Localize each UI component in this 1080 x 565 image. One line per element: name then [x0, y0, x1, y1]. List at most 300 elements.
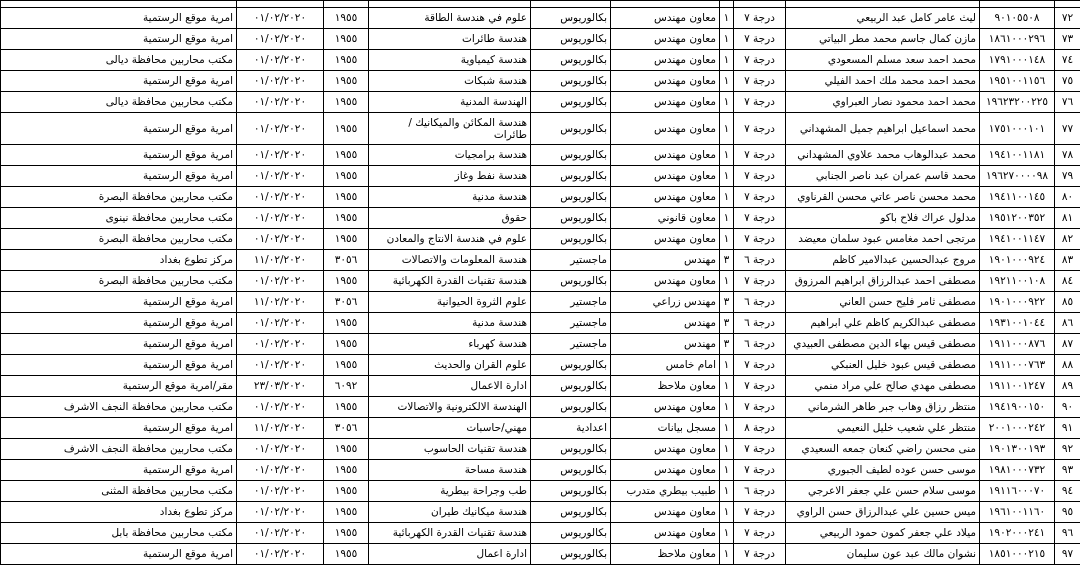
degree-cell: بكالوريوس — [531, 460, 611, 481]
assignment-location-cell: مركز تطوع بغداد — [1, 250, 237, 271]
start-date-cell: ٠١/٠٢/٢٠٢٠ — [237, 439, 324, 460]
table-row — [1, 439, 1080, 460]
specialization-cell: هندسة المعلومات والاتصالات — [369, 250, 531, 271]
step-cell: ١ — [720, 439, 734, 460]
job-title-cell: معاون مهندس — [611, 145, 720, 166]
employee-id-cell: ١٩٤١٩٠٠١٥٠ — [980, 397, 1055, 418]
employee-id-cell: ١٧٩١٠٠٠١٤٨ — [980, 50, 1055, 71]
step-cell: ١ — [720, 376, 734, 397]
assignment-location-cell: امرية موقع الرستمية — [1, 418, 237, 439]
step-cell: ١ — [720, 460, 734, 481]
assignment-location-cell: مكتب محاربين محافظة ديالى — [1, 50, 237, 71]
employee-name-cell: مصطفى عبدالكريم كاظم علي ابراهيم — [786, 313, 980, 334]
table-row — [1, 313, 1080, 334]
row-number-cell: ٨٤ — [1055, 271, 1080, 292]
row-number-cell: ٩٠ — [1055, 397, 1080, 418]
assignment-location-cell: امرية موقع الرستمية — [1, 334, 237, 355]
table-row — [1, 50, 1080, 71]
code-cell: ١٩٥٥ — [324, 460, 369, 481]
degree-cell: بكالوريوس — [531, 92, 611, 113]
step-cell: ١ — [720, 187, 734, 208]
start-date-cell: ٠١/٠٢/٢٠٢٠ — [237, 8, 324, 29]
grade-cell: درجة ٧ — [734, 502, 786, 523]
start-date-cell: ٠١/٠٢/٢٠٢٠ — [237, 29, 324, 50]
step-cell: ١ — [720, 271, 734, 292]
specialization-cell: هندسة تقنيات القدرة الكهربائية — [369, 271, 531, 292]
grade-cell: درجة ٨ — [734, 418, 786, 439]
assignment-location-cell: امرية موقع الرستمية — [1, 355, 237, 376]
grade-cell: درجة ٦ — [734, 313, 786, 334]
assignment-location-cell: امرية موقع الرستمية — [1, 8, 237, 29]
row-number-cell: ٨٢ — [1055, 229, 1080, 250]
degree-cell: بكالوريوس — [531, 187, 611, 208]
table-row — [1, 523, 1080, 544]
specialization-cell: مهني/حاسبات — [369, 418, 531, 439]
specialization-cell: علوم في هندسة الطاقة — [369, 8, 531, 29]
job-title-cell: مهندس — [611, 313, 720, 334]
assignment-location-cell: مكتب محاربين محافظة البصرة — [1, 187, 237, 208]
start-date-cell: ٠١/٠٢/٢٠٢٠ — [237, 113, 324, 145]
start-date-cell: ٠١/٠٢/٢٠٢٠ — [237, 145, 324, 166]
row-number-cell: ٧٩ — [1055, 166, 1080, 187]
row-number-cell: ٧٣ — [1055, 29, 1080, 50]
start-date-cell: ٢٣/٠٣/٢٠٢٠ — [237, 376, 324, 397]
employee-name-cell: مرتجى احمد مغامس عبود سلمان معيضد — [786, 229, 980, 250]
job-title-cell: مهندس — [611, 334, 720, 355]
job-title-cell: معاون ملاحظ — [611, 544, 720, 565]
degree-cell: بكالوريوس — [531, 145, 611, 166]
degree-cell: بكالوريوس — [531, 229, 611, 250]
start-date-cell: ١١/٠٢/٢٠٢٠ — [237, 292, 324, 313]
job-title-cell: مسجل بيانات — [611, 418, 720, 439]
employee-id-cell: ١٩٠١٣٠٠١٩٣ — [980, 439, 1055, 460]
job-title-cell: معاون مهندس — [611, 229, 720, 250]
employee-name-cell: ليث عامر كامل عبد الربيعي — [786, 8, 980, 29]
code-cell: ٦٠٩٢ — [324, 376, 369, 397]
grade-cell: درجة ٦ — [734, 334, 786, 355]
row-number-cell: ٧٥ — [1055, 71, 1080, 92]
step-cell: ١ — [720, 397, 734, 418]
grade-cell: درجة ٧ — [734, 460, 786, 481]
grade-cell: درجة ٦ — [734, 250, 786, 271]
table-row — [1, 187, 1080, 208]
job-title-cell: معاون قانوني — [611, 208, 720, 229]
code-cell: ١٩٥٥ — [324, 502, 369, 523]
row-number-cell: ٩٥ — [1055, 502, 1080, 523]
table-row-partial — [1, 1, 1080, 8]
table-row — [1, 113, 1080, 145]
step-cell: ١ — [720, 229, 734, 250]
job-title-cell: معاون ملاحظ — [611, 376, 720, 397]
start-date-cell: ٠١/٠٢/٢٠٢٠ — [237, 397, 324, 418]
start-date-cell: ١١/٠٢/٢٠٢٠ — [237, 418, 324, 439]
table-row — [1, 71, 1080, 92]
code-cell: ٣٠٥٦ — [324, 418, 369, 439]
degree-cell: ماجستير — [531, 334, 611, 355]
start-date-cell: ٠١/٠٢/٢٠٢٠ — [237, 502, 324, 523]
table-row — [1, 355, 1080, 376]
job-title-cell: معاون مهندس — [611, 397, 720, 418]
table-row — [1, 502, 1080, 523]
degree-cell: بكالوريوس — [531, 502, 611, 523]
employee-name-cell: مصطفى ثامر فليح حسن العاني — [786, 292, 980, 313]
employee-id-cell: ١٩٨١٠٠٠٧٣٢ — [980, 460, 1055, 481]
grade-cell: درجة ٧ — [734, 29, 786, 50]
code-cell: ١٩٥٥ — [324, 166, 369, 187]
step-cell: ٣ — [720, 250, 734, 271]
employee-name-cell: نشوان مالك عبد عون سليمان — [786, 544, 980, 565]
employee-name-cell: محمد اسماعيل ابراهيم جميل المشهداني — [786, 113, 980, 145]
table-row — [1, 292, 1080, 313]
step-cell: ١ — [720, 166, 734, 187]
assignment-location-cell: امرية موقع الرستمية — [1, 166, 237, 187]
grade-cell: درجة ٧ — [734, 271, 786, 292]
code-cell: ٣٠٥٦ — [324, 250, 369, 271]
employee-name-cell: منتظر رزاق وهاب جبر طاهر الشرماني — [786, 397, 980, 418]
job-title-cell: معاون مهندس — [611, 8, 720, 29]
specialization-cell: هندسة مدنية — [369, 313, 531, 334]
step-cell: ١ — [720, 8, 734, 29]
degree-cell: بكالوريوس — [531, 208, 611, 229]
step-cell: ٣ — [720, 334, 734, 355]
employee-id-cell: ١٩٠١٠٠٠٩٢٤ — [980, 250, 1055, 271]
specialization-cell: الهندسة الالكترونية والاتصالات — [369, 397, 531, 418]
job-title-cell: مهندس زراعي — [611, 292, 720, 313]
table-row — [1, 166, 1080, 187]
row-number-cell: ٧٨ — [1055, 145, 1080, 166]
row-number-cell: ٩١ — [1055, 418, 1080, 439]
start-date-cell: ٠١/٠٢/٢٠٢٠ — [237, 92, 324, 113]
degree-cell: بكالوريوس — [531, 523, 611, 544]
grade-cell: درجة ٧ — [734, 208, 786, 229]
job-title-cell: معاون مهندس — [611, 29, 720, 50]
row-number-cell: ٩٣ — [1055, 460, 1080, 481]
grade-cell: درجة ٧ — [734, 113, 786, 145]
job-title-cell: معاون مهندس — [611, 502, 720, 523]
code-cell: ١٩٥٥ — [324, 208, 369, 229]
degree-cell: بكالوريوس — [531, 439, 611, 460]
assignment-location-cell: مكتب محاربين محافظة ديالى — [1, 92, 237, 113]
code-cell: ١٩٥٥ — [324, 271, 369, 292]
assignment-location-cell: مكتب محاربين محافظة المثنى — [1, 481, 237, 502]
row-number-cell: ٨٩ — [1055, 376, 1080, 397]
table-row — [1, 376, 1080, 397]
degree-cell: بكالوريوس — [531, 113, 611, 145]
employee-id-cell: ٩٠١٠٥٥٠٨ — [980, 8, 1055, 29]
degree-cell: اعدادية — [531, 418, 611, 439]
specialization-cell: هندسة برامجيات — [369, 145, 531, 166]
employee-name-cell: مازن كمال جاسم محمد مطر البياتي — [786, 29, 980, 50]
code-cell: ٣٠٥٦ — [324, 292, 369, 313]
assignment-location-cell: امرية موقع الرستمية — [1, 113, 237, 145]
assignment-location-cell: مكتب محاربين محافظة النجف الاشرف — [1, 397, 237, 418]
grade-cell: درجة ٦ — [734, 292, 786, 313]
employee-name-cell: ميس حسين علي عبدالرزاق حسن الراوي — [786, 502, 980, 523]
employee-name-cell: ميلاد علي جعفر كمون حمود الربيعي — [786, 523, 980, 544]
assignment-location-cell: امرية موقع الرستمية — [1, 145, 237, 166]
code-cell: ١٩٥٥ — [324, 523, 369, 544]
employee-name-cell: محمد عبدالوهاب محمد علاوي المشهداني — [786, 145, 980, 166]
employee-id-cell: ١٩٦٢٣٢٠٠٢٢٥ — [980, 92, 1055, 113]
specialization-cell: طب وجراحة بيطرية — [369, 481, 531, 502]
grade-cell: درجة ٧ — [734, 187, 786, 208]
degree-cell: بكالوريوس — [531, 397, 611, 418]
specialization-cell: هندسة المكائن والميكانيك / طائرات — [369, 113, 531, 145]
table-row — [1, 145, 1080, 166]
grade-cell: درجة ٧ — [734, 355, 786, 376]
table-row — [1, 481, 1080, 502]
start-date-cell: ٠١/٠٢/٢٠٢٠ — [237, 50, 324, 71]
job-title-cell: معاون مهندس — [611, 113, 720, 145]
code-cell: ١٩٥٥ — [324, 50, 369, 71]
step-cell: ١ — [720, 92, 734, 113]
table-row — [1, 397, 1080, 418]
employee-name-cell: مروج عبدالحسين عبدالامير كاظم — [786, 250, 980, 271]
specialization-cell: علوم القران والحديث — [369, 355, 531, 376]
assignment-location-cell: امرية موقع الرستمية — [1, 460, 237, 481]
employee-id-cell: ١٩١١٠٠٠٧٦٣ — [980, 355, 1055, 376]
step-cell: ٣ — [720, 313, 734, 334]
employee-id-cell: ١٨٦١٠٠٠٢٩٦ — [980, 29, 1055, 50]
employee-name-cell: مدلول عراك فلاح باكو — [786, 208, 980, 229]
employee-id-cell: ١٩١١٠٠١٢٤٧ — [980, 376, 1055, 397]
employee-name-cell: محمد احمد سعد مسلم المسعودي — [786, 50, 980, 71]
step-cell: ١ — [720, 113, 734, 145]
table-row — [1, 250, 1080, 271]
degree-cell: بكالوريوس — [531, 544, 611, 565]
degree-cell: بكالوريوس — [531, 8, 611, 29]
row-number-cell: ٨٧ — [1055, 334, 1080, 355]
employee-id-cell: ١٩٥١٢٠٠٣٥٢ — [980, 208, 1055, 229]
grade-cell: درجة ٧ — [734, 544, 786, 565]
code-cell: ١٩٥٥ — [324, 8, 369, 29]
specialization-cell: هندسة تقنيات القدرة الكهربائية — [369, 523, 531, 544]
degree-cell: بكالوريوس — [531, 166, 611, 187]
code-cell: ١٩٥٥ — [324, 544, 369, 565]
code-cell: ١٩٥٥ — [324, 29, 369, 50]
step-cell: ١ — [720, 145, 734, 166]
step-cell: ١ — [720, 29, 734, 50]
start-date-cell: ٠١/٠٢/٢٠٢٠ — [237, 313, 324, 334]
row-number-cell: ٧٧ — [1055, 113, 1080, 145]
specialization-cell: ادارة الاعمال — [369, 376, 531, 397]
assignment-location-cell: امرية موقع الرستمية — [1, 29, 237, 50]
assignment-location-cell: امرية موقع الرستمية — [1, 71, 237, 92]
table-row — [1, 418, 1080, 439]
code-cell: ١٩٥٥ — [324, 397, 369, 418]
employee-name-cell: مصطفى مهدي صالح علي مراد منمي — [786, 376, 980, 397]
job-title-cell: مهندس — [611, 250, 720, 271]
grade-cell: درجة ٧ — [734, 50, 786, 71]
row-number-cell: ٨٣ — [1055, 250, 1080, 271]
code-cell: ١٩٥٥ — [324, 229, 369, 250]
specialization-cell: حقوق — [369, 208, 531, 229]
row-number-cell: ٩٧ — [1055, 544, 1080, 565]
step-cell: ١ — [720, 523, 734, 544]
start-date-cell: ٠١/٠٢/٢٠٢٠ — [237, 208, 324, 229]
employee-name-cell: موسى حسن عوده لطيف الجبوري — [786, 460, 980, 481]
row-number-cell: ٧٤ — [1055, 50, 1080, 71]
table-row — [1, 271, 1080, 292]
row-number-cell: ٨٥ — [1055, 292, 1080, 313]
specialization-cell: هندسة كهرباء — [369, 334, 531, 355]
assignment-location-cell: مكتب محاربين محافظة البصرة — [1, 229, 237, 250]
specialization-cell: الهندسة المدنية — [369, 92, 531, 113]
grade-cell: درجة ٧ — [734, 523, 786, 544]
row-number-cell: ٨٠ — [1055, 187, 1080, 208]
step-cell: ١ — [720, 71, 734, 92]
start-date-cell: ٠١/٠٢/٢٠٢٠ — [237, 544, 324, 565]
start-date-cell: ٠١/٠٢/٢٠٢٠ — [237, 460, 324, 481]
job-title-cell: معاون مهندس — [611, 439, 720, 460]
assignment-location-cell: امرية موقع الرستمية — [1, 544, 237, 565]
specialization-cell: علوم الثروة الحيوانية — [369, 292, 531, 313]
specialization-cell: هندسة شبكات — [369, 71, 531, 92]
start-date-cell: ٠١/٠٢/٢٠٢٠ — [237, 229, 324, 250]
step-cell: ١ — [720, 50, 734, 71]
assignment-location-cell: مكتب محاربين محافظة البصرة — [1, 271, 237, 292]
step-cell: ٣ — [720, 292, 734, 313]
row-number-cell: ٨٨ — [1055, 355, 1080, 376]
grade-cell: درجة ٧ — [734, 166, 786, 187]
row-number-cell: ٧٢ — [1055, 8, 1080, 29]
grade-cell: درجة ٧ — [734, 229, 786, 250]
row-number-cell: ٨١ — [1055, 208, 1080, 229]
degree-cell: بكالوريوس — [531, 355, 611, 376]
start-date-cell: ٠١/٠٢/٢٠٢٠ — [237, 481, 324, 502]
grade-cell: درجة ٦ — [734, 481, 786, 502]
code-cell: ١٩٥٥ — [324, 334, 369, 355]
employee-id-cell: ١٩٤١٠٠١١٤٧ — [980, 229, 1055, 250]
row-number-cell: ٩٢ — [1055, 439, 1080, 460]
employee-id-cell: ١٩١١٦٠٠٠٧٠ — [980, 481, 1055, 502]
step-cell: ١ — [720, 481, 734, 502]
code-cell: ١٩٥٥ — [324, 439, 369, 460]
specialization-cell: هندسة نفط وغاز — [369, 166, 531, 187]
specialization-cell: هندسة كيمياوية — [369, 50, 531, 71]
row-number-cell: ٨٦ — [1055, 313, 1080, 334]
employee-id-cell: ١٩٤١٠٠١١٨١ — [980, 145, 1055, 166]
degree-cell: بكالوريوس — [531, 50, 611, 71]
code-cell: ١٩٥٥ — [324, 145, 369, 166]
step-cell: ١ — [720, 208, 734, 229]
table-row — [1, 460, 1080, 481]
employee-id-cell: ١٩٦٢٧٠٠٠٠٩٨ — [980, 166, 1055, 187]
table-row — [1, 334, 1080, 355]
employee-name-cell: محمد احمد محمد ملك احمد الفيلي — [786, 71, 980, 92]
employee-id-cell: ١٩٥١٠٠١١٥٦ — [980, 71, 1055, 92]
employee-name-cell: محمد احمد محمود نصار العبراوي — [786, 92, 980, 113]
employee-id-cell: ١٩٢١١٠٠١٠٨ — [980, 271, 1055, 292]
grade-cell: درجة ٧ — [734, 439, 786, 460]
table-row — [1, 229, 1080, 250]
specialization-cell: هندسة مدنية — [369, 187, 531, 208]
start-date-cell: ٠١/٠٢/٢٠٢٠ — [237, 71, 324, 92]
degree-cell: ماجستير — [531, 292, 611, 313]
job-title-cell: معاون مهندس — [611, 92, 720, 113]
specialization-cell: هندسة ميكانيك طيران — [369, 502, 531, 523]
employee-name-cell: محمد قاسم عمران عبد ناصر الجنابي — [786, 166, 980, 187]
specialization-cell: هندسة طائرات — [369, 29, 531, 50]
specialization-cell: هندسة مساحة — [369, 460, 531, 481]
start-date-cell: ١١/٠٢/٢٠٢٠ — [237, 250, 324, 271]
grade-cell: درجة ٧ — [734, 92, 786, 113]
assignment-location-cell: امرية موقع الرستمية — [1, 292, 237, 313]
degree-cell: بكالوريوس — [531, 481, 611, 502]
code-cell: ١٩٥٥ — [324, 355, 369, 376]
specialization-cell: هندسة تقنيات الحاسوب — [369, 439, 531, 460]
assignment-location-cell: مكتب محاربين محافظة النجف الاشرف — [1, 439, 237, 460]
job-title-cell: امام خامس — [611, 355, 720, 376]
job-title-cell: معاون مهندس — [611, 71, 720, 92]
code-cell: ١٩٥٥ — [324, 313, 369, 334]
employee-name-cell: موسى سلام حسن علي جعفر الاعرجي — [786, 481, 980, 502]
start-date-cell: ٠١/٠٢/٢٠٢٠ — [237, 166, 324, 187]
job-title-cell: طبيب بيطري متدرب — [611, 481, 720, 502]
grade-cell: درجة ٧ — [734, 397, 786, 418]
code-cell: ١٩٥٥ — [324, 71, 369, 92]
assignment-location-cell: امرية موقع الرستمية — [1, 313, 237, 334]
employee-name-cell: مصطفى قيس بهاء الدين مصطفى العبيدي — [786, 334, 980, 355]
assignment-location-cell: مركز تطوع بغداد — [1, 502, 237, 523]
employee-name-cell: مصطفى احمد عبدالرزاق ابراهيم المرزوق — [786, 271, 980, 292]
assignment-location-cell: مقر/امرية موقع الرستمية — [1, 376, 237, 397]
step-cell: ١ — [720, 502, 734, 523]
job-title-cell: معاون مهندس — [611, 166, 720, 187]
assignment-location-cell: مكتب محاربين محافظة نينوى — [1, 208, 237, 229]
start-date-cell: ٠١/٠٢/٢٠٢٠ — [237, 334, 324, 355]
row-number-cell: ٧٦ — [1055, 92, 1080, 113]
step-cell: ١ — [720, 355, 734, 376]
employee-id-cell: ١٩٦١٠٠١١٦٠ — [980, 502, 1055, 523]
employee-name-cell: مصطفى قيس عبود خليل العنبكي — [786, 355, 980, 376]
code-cell: ١٩٥٥ — [324, 92, 369, 113]
grade-cell: درجة ٧ — [734, 8, 786, 29]
row-number-cell: ٩٦ — [1055, 523, 1080, 544]
step-cell: ١ — [720, 418, 734, 439]
start-date-cell: ٠١/٠٢/٢٠٢٠ — [237, 187, 324, 208]
job-title-cell: معاون مهندس — [611, 187, 720, 208]
employee-id-cell: ٢٠٠١٠٠٠٢٤٢ — [980, 418, 1055, 439]
start-date-cell: ٠١/٠٢/٢٠٢٠ — [237, 271, 324, 292]
job-title-cell: معاون مهندس — [611, 460, 720, 481]
grade-cell: درجة ٧ — [734, 376, 786, 397]
degree-cell: ماجستير — [531, 250, 611, 271]
job-title-cell: معاون مهندس — [611, 50, 720, 71]
employee-name-cell: منتظر علي شعيب خليل النعيمي — [786, 418, 980, 439]
start-date-cell: ٠١/٠٢/٢٠٢٠ — [237, 523, 324, 544]
code-cell: ١٩٥٥ — [324, 481, 369, 502]
start-date-cell: ٠١/٠٢/٢٠٢٠ — [237, 355, 324, 376]
table-row — [1, 92, 1080, 113]
step-cell: ١ — [720, 544, 734, 565]
employee-id-cell: ١٨٥١٠٠٠٢١٥ — [980, 544, 1055, 565]
grade-cell: درجة ٧ — [734, 145, 786, 166]
row-number-cell: ٩٤ — [1055, 481, 1080, 502]
employee-name-cell: منى محسن راضي كنعان جمعه السعيدي — [786, 439, 980, 460]
specialization-cell: ادارة اعمال — [369, 544, 531, 565]
employee-id-cell: ١٩١١٠٠٠٨٧٦ — [980, 334, 1055, 355]
specialization-cell: علوم في هندسة الانتاج والمعادن — [369, 229, 531, 250]
job-title-cell: معاون مهندس — [611, 271, 720, 292]
assignment-location-cell: مكتب محاربين محافظة بابل — [1, 523, 237, 544]
job-title-cell: معاون مهندس — [611, 523, 720, 544]
employee-name-cell: محمد محسن ناصر عاتي محسن القرناوي — [786, 187, 980, 208]
employee-id-cell: ١٩٣١٠٠١٠٤٤ — [980, 313, 1055, 334]
employee-id-cell: ١٩٤١١٠٠١٤٥ — [980, 187, 1055, 208]
table-row — [1, 29, 1080, 50]
code-cell: ١٩٥٥ — [324, 187, 369, 208]
